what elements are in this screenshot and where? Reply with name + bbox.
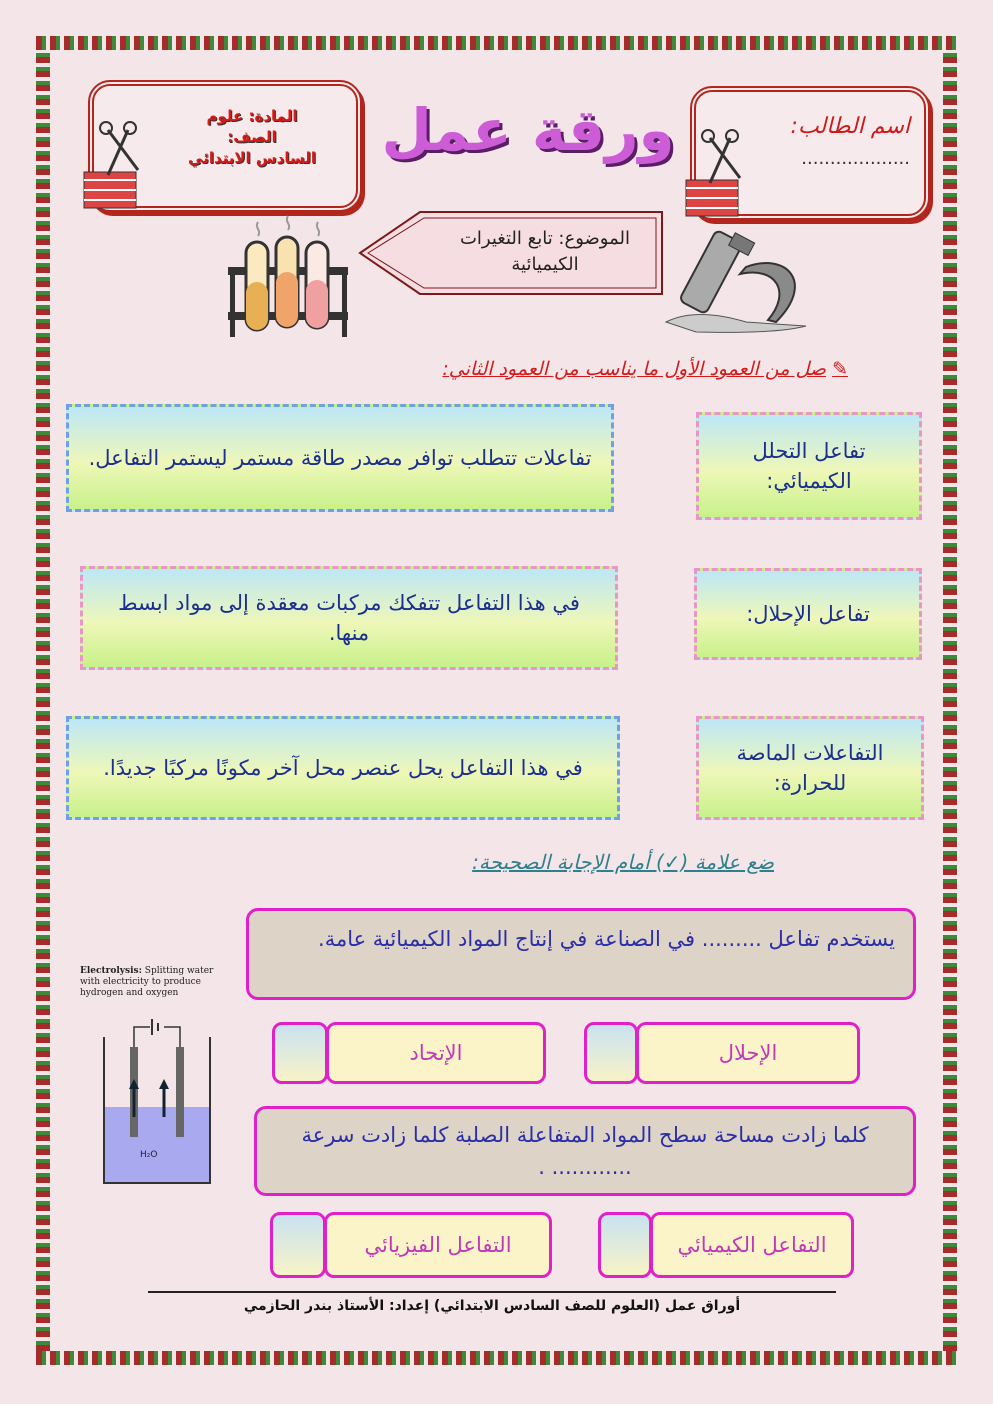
section1-instruction	[318, 358, 848, 380]
pencil-icon: ✎	[832, 358, 848, 380]
q1-option-2[interactable]: الإتحاد	[326, 1022, 546, 1084]
definition-box-1[interactable]: تفاعلات تتطلب توافر مصدر طاقة مستمر ليستمر التفاعل.	[66, 404, 614, 512]
term-box-2[interactable]: تفاعل الإحلال:	[694, 568, 922, 660]
grade-value: السادس الابتدائي	[188, 149, 316, 167]
question-1: يستخدم تفاعل ......... في الصناعة في إنتاج المواد الكيميائية عامة.	[246, 908, 916, 1000]
q1-option-1-checkbox[interactable]	[584, 1022, 638, 1084]
footer-text: أوراق عمل (العلوم للصف السادس الابتدائي) إعداد: الأستاذ بندر الحازمي	[243, 1298, 741, 1314]
definition-box-2[interactable]: في هذا التفاعل تتفكك مركبات معقدة إلى مواد ابسط منها.	[80, 566, 618, 670]
footer-rule	[148, 1291, 836, 1293]
q2-option-1[interactable]: التفاعل الكيميائي	[650, 1212, 854, 1278]
section2-instruction: ضع علامة (✓) أمام الإجابة الصحيحة:	[472, 850, 774, 874]
q2-option-2-checkbox[interactable]	[270, 1212, 326, 1278]
topic-text: الموضوع: تابع التغيرات الكيميائية	[459, 228, 630, 275]
svg-text:H₂O: H₂O	[140, 1150, 158, 1160]
question-2: كلما زادت مساحة سطح المواد المتفاعلة الصلبة كلما زادت سرعة ............ .	[254, 1106, 916, 1196]
electrolysis-figure	[80, 966, 230, 1176]
scissors-clipart-icon	[78, 120, 158, 215]
subject-line: المادة: علوم	[206, 107, 298, 125]
student-label: اسم الطالب:	[790, 114, 910, 139]
figure-caption: Splitting water with electricity to produce hydrogen and oxygen	[80, 966, 214, 998]
definition-box-3[interactable]: في هذا التفاعل يحل عنصر محل آخر مكونًا مركبًا جديدًا.	[66, 716, 620, 820]
test-tubes-icon	[218, 212, 356, 340]
term-box-1[interactable]: تفاعل التحلل الكيميائي:	[696, 412, 922, 520]
q1-option-1[interactable]: الإحلال	[636, 1022, 860, 1084]
grade-label: الصف:	[227, 128, 277, 146]
electrolysis-diagram	[80, 1007, 230, 1187]
term-box-3[interactable]: التفاعلات الماصة للحرارة:	[696, 716, 924, 820]
page-title: ورقة عمل	[381, 96, 675, 164]
student-name-field[interactable]: ...................	[801, 148, 910, 169]
q1-option-2-checkbox[interactable]	[272, 1022, 328, 1084]
section1-instruction-text: صل من العمود الأول ما يناسب من العمود الثاني:	[442, 358, 827, 380]
scissors-clipart-icon	[680, 128, 760, 223]
q2-option-2[interactable]: التفاعل الفيزيائي	[324, 1212, 552, 1278]
q2-option-1-checkbox[interactable]	[598, 1212, 652, 1278]
figure-caption-title: Electrolysis:	[80, 966, 142, 976]
microscope-icon	[656, 222, 816, 334]
